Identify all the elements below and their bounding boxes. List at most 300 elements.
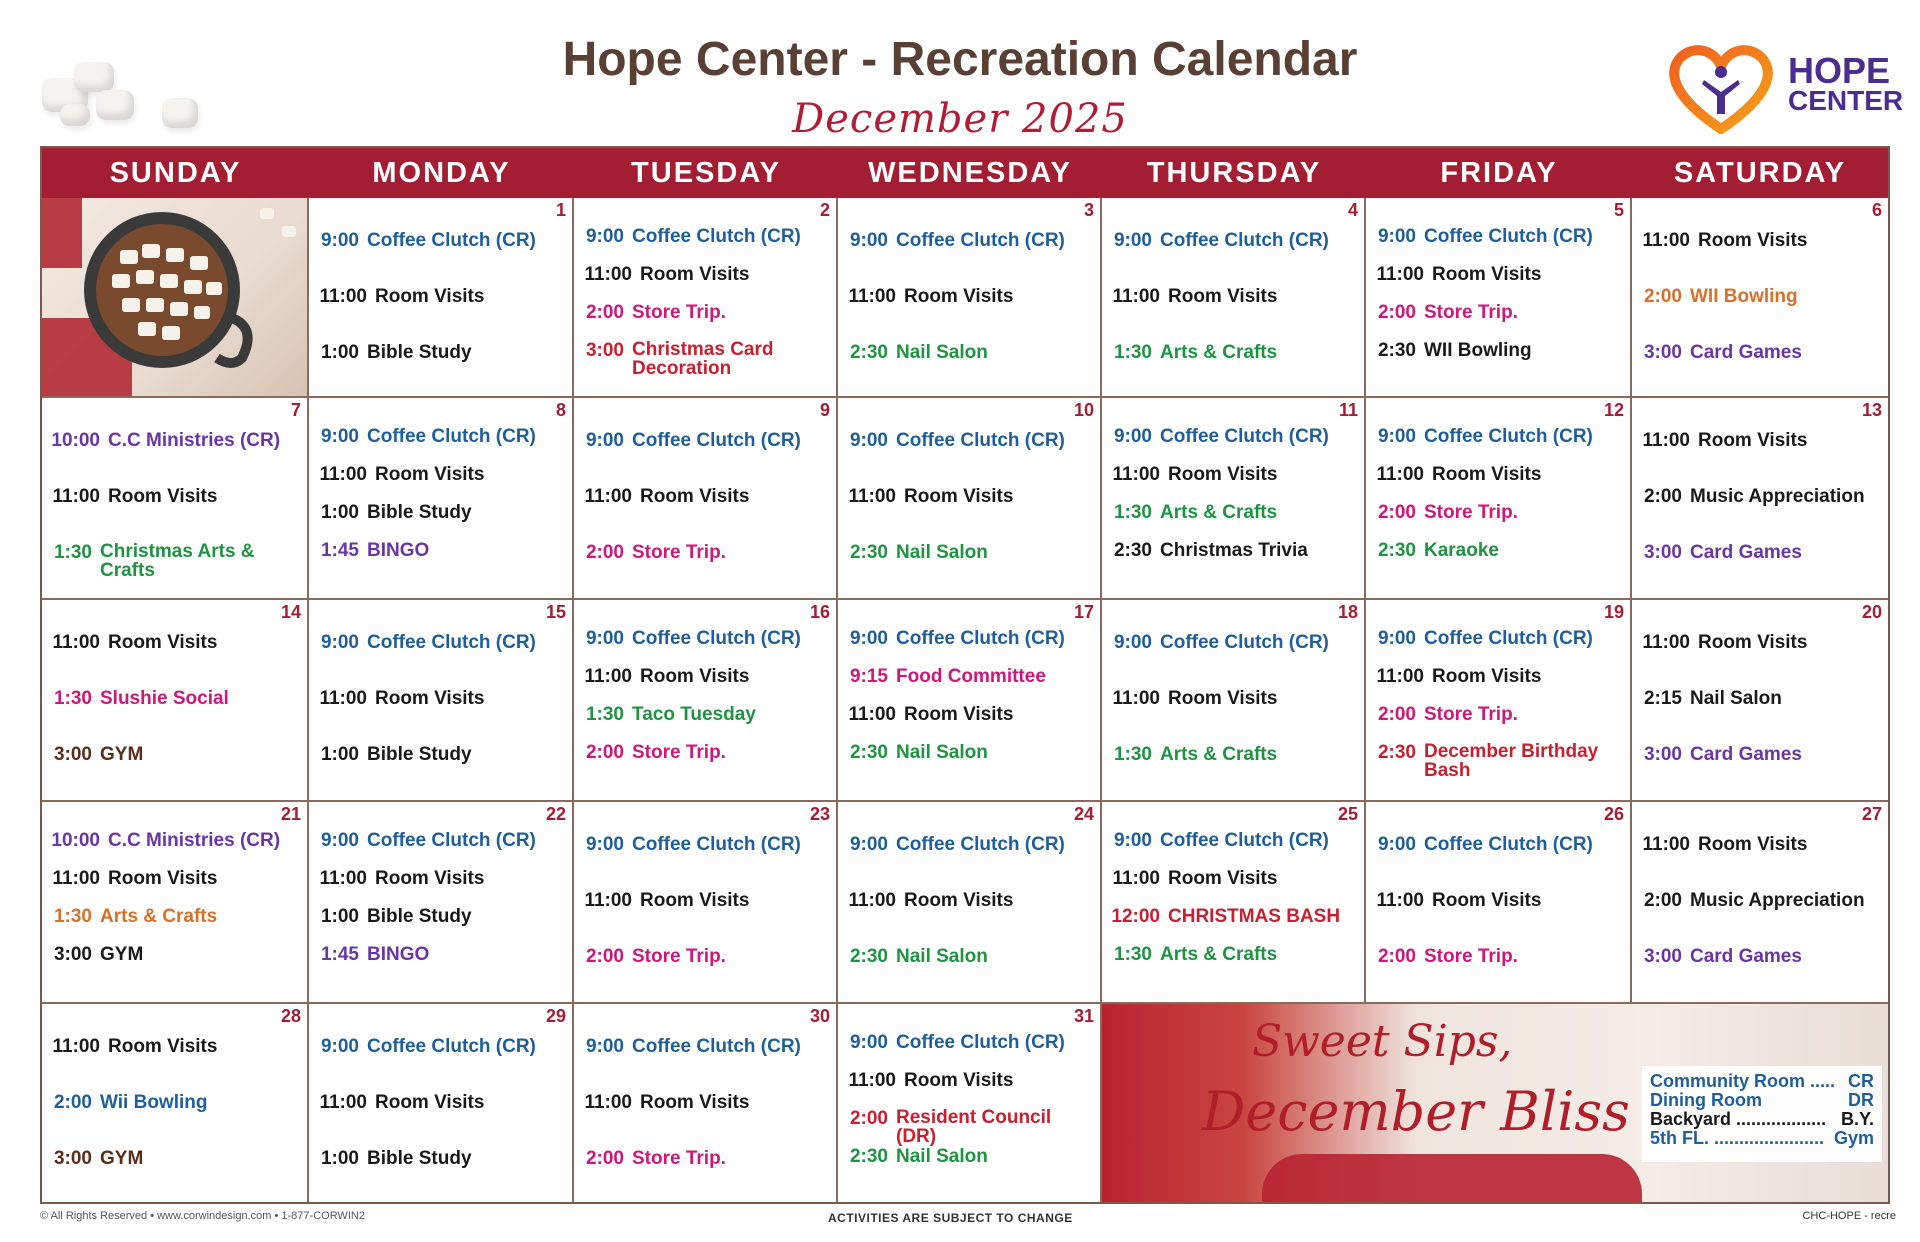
day-number: 28 — [280, 1006, 301, 1026]
event-name: Room Visits — [904, 890, 1014, 911]
event-item — [1632, 632, 1807, 654]
day-cell[interactable] — [1366, 198, 1632, 398]
event-time: 11:00 — [319, 464, 367, 485]
event-time: 11:00 — [584, 890, 632, 911]
event-name: Card Games — [1690, 744, 1802, 765]
day-number: 9 — [819, 400, 830, 420]
event-item — [574, 666, 749, 688]
event-time: 1:00 — [320, 744, 359, 765]
event-name: Coffee Clutch (CR) — [367, 830, 536, 851]
event-item — [838, 486, 1013, 508]
event-item — [838, 230, 1065, 252]
weekday-tuesday: TUESDAY — [631, 156, 781, 189]
event-time: 11:00 — [584, 666, 632, 687]
event-name: Room Visits — [375, 464, 485, 485]
event-item — [1366, 226, 1593, 248]
event-time: 9:00 — [320, 830, 359, 851]
day-number: 7 — [290, 400, 301, 420]
event-item — [1366, 426, 1593, 448]
event-time: 1:45 — [320, 540, 359, 561]
event-item — [574, 834, 801, 856]
event-item — [42, 1092, 207, 1114]
event-item — [1366, 834, 1593, 856]
event-item — [1102, 464, 1277, 486]
day-cell[interactable] — [838, 802, 1102, 1004]
event-name: Room Visits — [904, 704, 1014, 725]
event-time: 9:00 — [849, 628, 888, 649]
event-name: Room Visits — [375, 286, 485, 307]
event-name: Room Visits — [904, 486, 1014, 507]
event-name: Room Visits — [640, 1092, 750, 1113]
event-name: Store Trip. — [632, 542, 726, 563]
event-name: Bible Study — [367, 502, 472, 523]
event-name: Coffee Clutch (CR) — [632, 628, 801, 649]
event-time: 2:00 — [585, 946, 624, 967]
day-cell[interactable] — [1102, 398, 1366, 600]
event-name: Room Visits — [1698, 834, 1808, 855]
event-item — [309, 868, 484, 890]
day-number: 23 — [809, 804, 830, 824]
event-time: 9:00 — [1113, 426, 1152, 447]
event-time: 2:00 — [585, 302, 624, 323]
event-time: 9:00 — [849, 834, 888, 855]
event-time: 1:00 — [320, 502, 359, 523]
event-name: Card Games — [1690, 946, 1802, 967]
red-scarf-decoration — [1262, 1154, 1642, 1202]
weekday-friday: FRIDAY — [1440, 156, 1558, 189]
event-time: 3:00 — [53, 744, 92, 765]
event-name: Coffee Clutch (CR) — [1424, 628, 1593, 649]
legend-label: Dining Room — [1650, 1090, 1762, 1110]
day-number: 27 — [1861, 804, 1882, 824]
event-time: 9:00 — [1377, 226, 1416, 247]
legend-row — [1650, 1129, 1874, 1148]
event-name: Room Visits — [904, 286, 1014, 307]
event-time: 9:00 — [320, 426, 359, 447]
event-time: 2:00 — [585, 542, 624, 563]
event-time: 11:00 — [848, 286, 896, 307]
event-name: Nail Salon — [896, 1146, 988, 1167]
event-name: WII Bowling — [1690, 286, 1798, 307]
event-name: Coffee Clutch (CR) — [1424, 426, 1593, 447]
event-item — [309, 464, 484, 486]
promo-banner — [1102, 1004, 1888, 1202]
event-name: Store Trip. — [1424, 502, 1518, 523]
event-name: Room Visits — [904, 1070, 1014, 1091]
event-item — [42, 830, 280, 852]
month-title: December 2025 — [792, 96, 1128, 142]
event-time: 11:00 — [584, 1092, 632, 1113]
event-item — [1102, 944, 1277, 966]
event-name: Coffee Clutch (CR) — [896, 1032, 1065, 1053]
event-name: GYM — [100, 944, 144, 965]
event-time: 1:00 — [320, 906, 359, 927]
event-item — [42, 944, 143, 966]
event-time: 11:00 — [1112, 286, 1160, 307]
page-title: Hope Center - Recreation Calendar — [562, 33, 1358, 86]
event-item — [1366, 540, 1499, 562]
day-number: 10 — [1073, 400, 1094, 420]
event-item — [574, 430, 801, 452]
event-item — [309, 632, 536, 654]
day-cell[interactable] — [42, 198, 309, 398]
day-number: 17 — [1073, 602, 1094, 622]
day-cell[interactable] — [1632, 802, 1888, 1004]
calendar-grid — [40, 146, 1890, 1204]
day-cell[interactable] — [42, 600, 309, 802]
event-name: Slushie Social — [100, 688, 229, 709]
event-time: 2:00 — [1643, 890, 1682, 911]
day-cell[interactable] — [574, 600, 838, 802]
event-item — [838, 342, 988, 364]
event-item — [1366, 340, 1532, 362]
event-name: Music Appreciation — [1690, 890, 1865, 911]
event-item — [574, 226, 801, 248]
event-name: Taco Tuesday — [632, 704, 756, 725]
event-item — [1366, 502, 1518, 524]
event-item — [309, 286, 484, 308]
day-number: 16 — [809, 602, 830, 622]
event-name: Coffee Clutch (CR) — [1160, 632, 1329, 653]
day-cell[interactable] — [309, 198, 574, 398]
day-cell[interactable] — [1102, 802, 1366, 1004]
footer-notice: ACTIVITIES ARE SUBJECT TO CHANGE — [828, 1211, 1073, 1225]
day-cell[interactable] — [42, 802, 309, 1004]
event-time: 9:00 — [320, 632, 359, 653]
day-number: 3 — [1083, 200, 1094, 220]
event-time: 11:00 — [1376, 464, 1424, 485]
event-time: 3:00 — [585, 340, 624, 361]
event-time: 2:30 — [1377, 540, 1416, 561]
event-time: 11:00 — [848, 486, 896, 507]
event-item — [309, 688, 484, 710]
event-time: 9:00 — [320, 230, 359, 251]
event-time: 11:00 — [1112, 464, 1160, 485]
event-item — [574, 628, 801, 650]
event-item — [1366, 464, 1541, 486]
hope-center-logo — [1666, 44, 1904, 134]
event-name: Coffee Clutch (CR) — [896, 430, 1065, 451]
event-name: Coffee Clutch (CR) — [1160, 830, 1329, 851]
day-number: 29 — [545, 1006, 566, 1026]
event-item — [1632, 890, 1865, 912]
event-time: 2:30 — [849, 946, 888, 967]
legend-code: DR — [1848, 1090, 1874, 1110]
event-item — [1366, 264, 1541, 286]
event-item — [1632, 286, 1798, 308]
event-time: 9:00 — [1377, 628, 1416, 649]
legend-label: Backyard .................. — [1650, 1109, 1827, 1129]
event-name: Room Visits — [1698, 632, 1808, 653]
event-name: CHRISTMAS BASH — [1168, 906, 1341, 927]
event-item — [838, 1146, 988, 1168]
day-cell[interactable] — [1366, 600, 1632, 802]
event-name: Room Visits — [1432, 666, 1542, 687]
event-name: Nail Salon — [896, 946, 988, 967]
event-item — [309, 944, 429, 966]
day-cell[interactable] — [574, 802, 838, 1004]
event-time: 11:00 — [1112, 688, 1160, 709]
event-time: 9:00 — [1113, 230, 1152, 251]
day-cell[interactable] — [574, 198, 838, 398]
event-item — [574, 946, 726, 968]
event-time: 9:00 — [585, 430, 624, 451]
event-name: Store Trip. — [1424, 704, 1518, 725]
day-cell[interactable] — [574, 398, 838, 600]
day-cell[interactable] — [1632, 398, 1888, 600]
event-time: 9:00 — [1113, 830, 1152, 851]
event-time: 11:00 — [1642, 632, 1690, 653]
day-cell[interactable] — [838, 198, 1102, 398]
event-item — [1632, 834, 1807, 856]
day-cell[interactable] — [309, 802, 574, 1004]
event-item — [1102, 868, 1277, 890]
event-time: 9:00 — [585, 1036, 624, 1057]
event-name: Store Trip. — [1424, 302, 1518, 323]
event-item — [309, 830, 536, 852]
event-time: 1:30 — [1113, 944, 1152, 965]
event-item — [1366, 302, 1518, 324]
event-item — [42, 868, 217, 890]
event-time: 9:00 — [585, 628, 624, 649]
hot-cocoa-image — [42, 198, 307, 396]
event-name: Room Visits — [1432, 264, 1542, 285]
event-time: 1:30 — [53, 688, 92, 709]
event-item — [309, 744, 472, 766]
event-name: Store Trip. — [632, 946, 726, 967]
event-name: Room Visits — [1698, 430, 1808, 451]
event-item — [574, 890, 749, 912]
day-cell[interactable] — [1102, 600, 1366, 802]
day-cell[interactable] — [1632, 198, 1888, 398]
event-time: 11:00 — [584, 486, 632, 507]
event-name: Bible Study — [367, 1148, 472, 1169]
event-time: 11:00 — [1376, 666, 1424, 687]
day-number: 22 — [545, 804, 566, 824]
event-item — [838, 890, 1013, 912]
event-name: GYM — [100, 1148, 144, 1169]
event-item — [309, 1036, 536, 1058]
event-time: 3:00 — [1643, 744, 1682, 765]
day-cell[interactable] — [309, 1004, 574, 1202]
promo-line2: December Bliss — [1202, 1080, 1630, 1143]
event-name: Store Trip. — [1424, 946, 1518, 967]
event-name: Coffee Clutch (CR) — [1160, 230, 1329, 251]
event-name: Room Visits — [1168, 286, 1278, 307]
event-item — [838, 286, 1013, 308]
event-time: 11:00 — [1642, 230, 1690, 251]
event-name: Room Visits — [1432, 890, 1542, 911]
event-name: Room Visits — [1168, 464, 1278, 485]
event-name: Room Visits — [375, 1092, 485, 1113]
event-name: GYM — [100, 744, 144, 765]
event-name: Room Visits — [640, 264, 750, 285]
event-name: Christmas Card Decoration — [632, 339, 774, 379]
event-name: Coffee Clutch (CR) — [367, 632, 536, 653]
day-number: 2 — [819, 200, 830, 220]
event-time: 3:00 — [53, 1148, 92, 1169]
event-name: Arts & Crafts — [1160, 944, 1278, 965]
day-number: 20 — [1861, 602, 1882, 622]
event-item — [574, 542, 726, 564]
event-name: Bible Study — [367, 342, 472, 363]
event-time: 11:00 — [848, 890, 896, 911]
event-name: Coffee Clutch (CR) — [896, 628, 1065, 649]
day-cell[interactable] — [574, 1004, 838, 1202]
day-cell[interactable] — [1102, 198, 1366, 398]
event-name: Music Appreciation — [1690, 486, 1865, 507]
event-time: 2:00 — [849, 1108, 888, 1129]
event-time: 2:00 — [1377, 502, 1416, 523]
event-name: Coffee Clutch (CR) — [896, 230, 1065, 251]
event-time: 9:00 — [849, 230, 888, 251]
event-name: Arts & Crafts — [100, 906, 218, 927]
day-cell[interactable] — [309, 600, 574, 802]
event-item — [1102, 230, 1329, 252]
event-item — [42, 632, 217, 654]
event-name: Room Visits — [108, 868, 218, 889]
day-number: 6 — [1871, 200, 1882, 220]
event-time: 1:00 — [320, 1148, 359, 1169]
day-number: 25 — [1337, 804, 1358, 824]
event-time: 11:00 — [1642, 430, 1690, 451]
event-item — [838, 628, 1065, 650]
event-time: 1:30 — [53, 906, 92, 927]
day-cell[interactable] — [42, 398, 309, 600]
event-item — [42, 430, 280, 452]
event-item — [1632, 946, 1802, 968]
event-time: 2:00 — [1643, 486, 1682, 507]
event-name: Store Trip. — [632, 742, 726, 763]
day-number: 15 — [545, 602, 566, 622]
event-item — [1632, 342, 1802, 364]
event-time: 9:00 — [849, 1032, 888, 1053]
event-item — [1632, 744, 1802, 766]
event-item — [1102, 502, 1277, 524]
event-name: BINGO — [367, 944, 430, 965]
event-name: Room Visits — [108, 632, 218, 653]
event-time: 2:30 — [849, 1146, 888, 1167]
event-name: Coffee Clutch (CR) — [896, 834, 1065, 855]
event-name: Nail Salon — [896, 542, 988, 563]
event-time: 1:30 — [1113, 744, 1152, 765]
day-cell[interactable] — [1366, 398, 1632, 600]
day-number: 11 — [1338, 400, 1358, 420]
legend-label: 5th FL. ...................... — [1650, 1128, 1825, 1148]
event-time: 9:00 — [1377, 426, 1416, 447]
event-item — [1366, 890, 1541, 912]
day-cell[interactable] — [838, 398, 1102, 600]
event-item — [838, 1032, 1065, 1054]
event-item — [574, 302, 726, 324]
event-name: Coffee Clutch (CR) — [367, 230, 536, 251]
event-item — [1102, 744, 1277, 766]
event-time: 11:00 — [319, 688, 367, 709]
event-name: Room Visits — [1432, 464, 1542, 485]
day-number: 5 — [1613, 200, 1624, 220]
event-time: 11:00 — [52, 868, 100, 889]
day-cell[interactable] — [309, 398, 574, 600]
legend-row — [1650, 1091, 1874, 1110]
day-cell[interactable] — [838, 600, 1102, 802]
day-number: 30 — [809, 1006, 830, 1026]
event-item — [42, 688, 229, 710]
event-time: 2:00 — [585, 742, 624, 763]
event-name: Room Visits — [640, 486, 750, 507]
event-name: Coffee Clutch (CR) — [367, 1036, 536, 1057]
event-time: 2:30 — [1377, 742, 1416, 763]
day-number: 8 — [555, 400, 566, 420]
event-time: 2:30 — [1113, 540, 1152, 561]
event-name: Store Trip. — [632, 1148, 726, 1169]
event-time: 11:00 — [52, 486, 100, 507]
event-name: Coffee Clutch (CR) — [632, 226, 801, 247]
day-cell[interactable] — [838, 1004, 1102, 1202]
day-cell[interactable] — [1366, 802, 1632, 1004]
event-name: Nail Salon — [1690, 688, 1782, 709]
event-item — [574, 704, 756, 726]
event-item — [309, 342, 472, 364]
event-item — [838, 1070, 1013, 1092]
day-number: 24 — [1073, 804, 1094, 824]
event-name: Coffee Clutch (CR) — [1160, 426, 1329, 447]
event-item — [1102, 342, 1277, 364]
event-name: Room Visits — [1168, 868, 1278, 889]
legend-label: Community Room ..... — [1650, 1071, 1836, 1091]
event-time: 2:00 — [1643, 286, 1682, 307]
event-item — [42, 542, 287, 580]
event-item — [574, 486, 749, 508]
event-name: Room Visits — [1168, 688, 1278, 709]
event-item — [42, 1036, 217, 1058]
event-name: BINGO — [367, 540, 430, 561]
event-name: Bible Study — [367, 906, 472, 927]
event-time: 2:30 — [1377, 340, 1416, 361]
event-time: 3:00 — [1643, 342, 1682, 363]
event-name: December Birthday Bash — [1424, 741, 1599, 781]
event-time: 3:00 — [53, 944, 92, 965]
legend-code: Gym — [1833, 1128, 1874, 1148]
event-name: Arts & Crafts — [1160, 744, 1278, 765]
event-name: Coffee Clutch (CR) — [1424, 226, 1593, 247]
event-item — [574, 1092, 749, 1114]
event-item — [1632, 430, 1807, 452]
event-time: 11:00 — [319, 286, 367, 307]
event-time: 10:00 — [51, 430, 100, 451]
event-item — [1102, 906, 1340, 928]
event-item — [1366, 946, 1518, 968]
event-name: Coffee Clutch (CR) — [367, 426, 536, 447]
event-time: 11:00 — [848, 1070, 896, 1091]
event-time: 9:00 — [1113, 632, 1152, 653]
day-cell[interactable] — [42, 1004, 309, 1202]
event-name: Christmas Arts & Crafts — [100, 541, 255, 581]
event-name: Card Games — [1690, 342, 1802, 363]
event-time: 9:15 — [849, 666, 888, 687]
event-item — [1366, 628, 1593, 650]
legend-code: B.Y. — [1840, 1109, 1874, 1129]
event-item — [574, 742, 726, 764]
event-name: Nail Salon — [896, 342, 988, 363]
event-time: 2:00 — [53, 1092, 92, 1113]
event-name: C.C Ministries (CR) — [108, 430, 281, 451]
event-time: 1:30 — [585, 704, 624, 725]
event-time: 11:00 — [848, 704, 896, 725]
day-cell[interactable] — [1632, 600, 1888, 802]
event-item — [309, 540, 429, 562]
event-item — [1366, 666, 1541, 688]
event-time: 11:00 — [584, 264, 632, 285]
